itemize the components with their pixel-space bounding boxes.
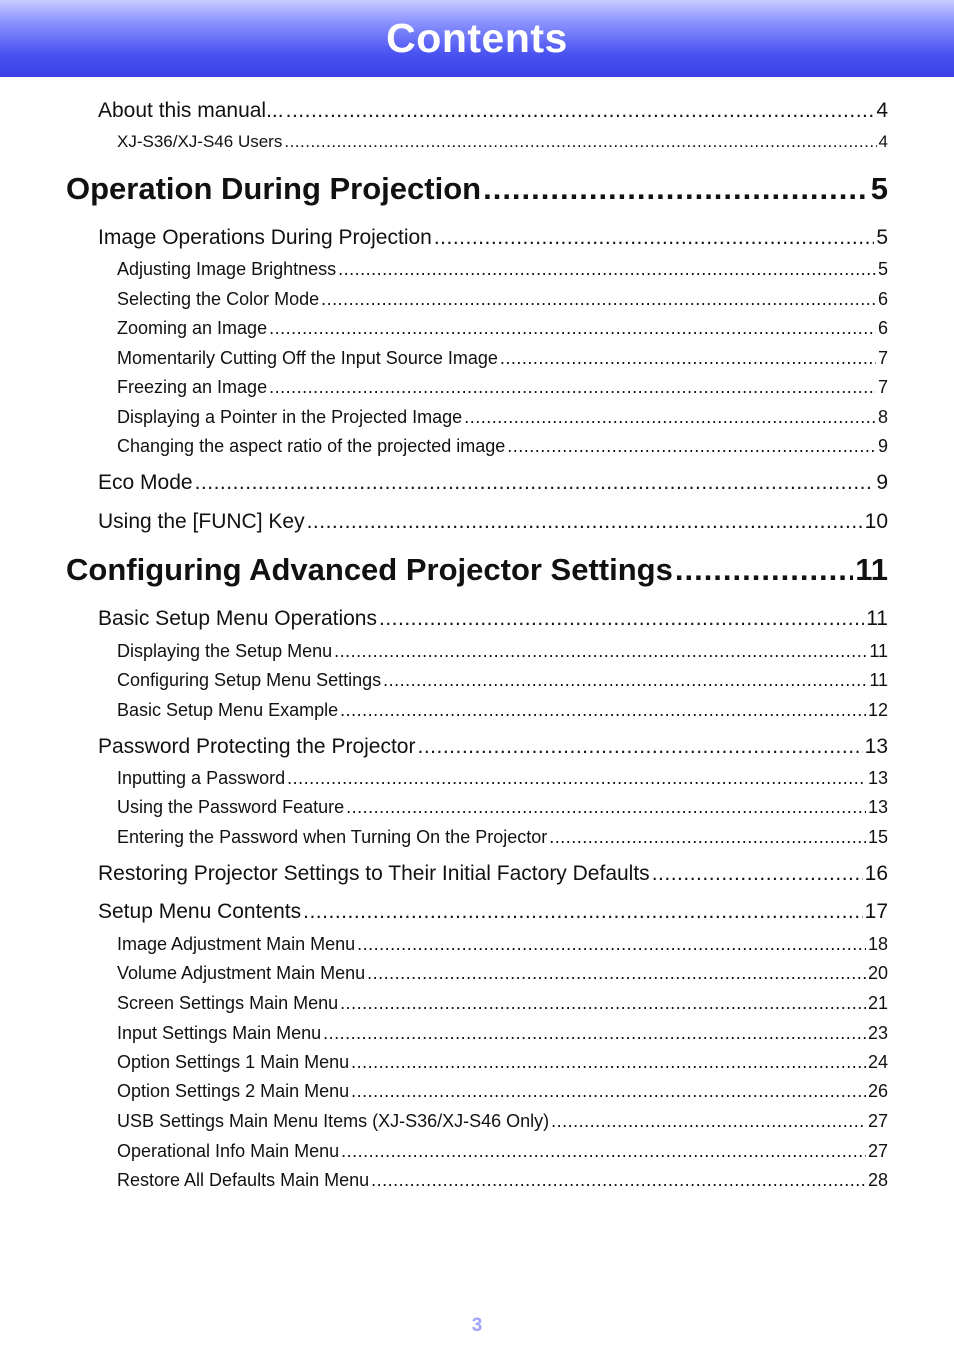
toc-page-number: 11 bbox=[869, 670, 888, 690]
dot-leader bbox=[303, 900, 863, 924]
toc-entry[interactable] bbox=[117, 377, 888, 401]
toc-entry-title: Displaying the Setup Menu bbox=[117, 641, 333, 661]
dot-leader bbox=[367, 963, 866, 984]
toc-page-number: 8 bbox=[877, 407, 888, 427]
toc-page-number: 18 bbox=[867, 934, 888, 954]
dot-leader bbox=[371, 1170, 866, 1191]
toc-entry[interactable] bbox=[117, 827, 888, 851]
toc-entry[interactable] bbox=[117, 1052, 888, 1076]
toc-page-number: 13 bbox=[864, 735, 888, 758]
toc-entry-title: Basic Setup Menu Example bbox=[117, 700, 339, 720]
toc-page-number: 26 bbox=[867, 1081, 888, 1101]
toc-entry[interactable] bbox=[117, 407, 888, 431]
toc-entry[interactable] bbox=[117, 963, 888, 987]
dot-leader bbox=[549, 827, 866, 848]
dot-leader bbox=[434, 226, 874, 250]
toc-entry-title: Changing the aspect ratio of the projected image bbox=[117, 436, 506, 456]
toc-entry-title: Selecting the Color Mode bbox=[117, 289, 320, 309]
toc-entry[interactable] bbox=[117, 797, 888, 821]
toc-entry-title: Freezing an Image bbox=[117, 377, 268, 397]
toc-entry[interactable] bbox=[117, 1111, 888, 1135]
toc-entry-title: Using the [FUNC] Key bbox=[98, 510, 305, 533]
toc-entry[interactable] bbox=[117, 1081, 888, 1105]
toc-page-number: 11 bbox=[855, 552, 888, 587]
toc-chapter-title: Operation During Projection bbox=[66, 171, 482, 206]
toc-entry-title: Displaying a Pointer in the Projected Image bbox=[117, 407, 463, 427]
dot-leader bbox=[379, 607, 864, 631]
dot-leader bbox=[551, 1111, 866, 1132]
toc-page-number: 5 bbox=[870, 171, 888, 206]
toc-page-number: 24 bbox=[867, 1052, 888, 1072]
toc-entry[interactable] bbox=[117, 436, 888, 460]
toc-entry[interactable] bbox=[117, 641, 888, 665]
toc-entry-title: Momentarily Cutting Off the Input Source Image bbox=[117, 348, 498, 368]
toc-entry-title: Zooming an Image bbox=[117, 318, 268, 338]
toc-chapter[interactable] bbox=[66, 552, 888, 592]
dot-leader bbox=[652, 862, 863, 886]
toc-entry-title: Image Operations During Projection bbox=[98, 226, 432, 249]
dot-leader bbox=[417, 735, 862, 759]
footer-page-number: 3 bbox=[471, 1315, 483, 1336]
toc-entry-title: Operational Info Main Menu bbox=[117, 1141, 340, 1161]
toc-entry[interactable] bbox=[117, 934, 888, 958]
dot-leader bbox=[340, 700, 866, 721]
toc-page-number: 5 bbox=[877, 259, 888, 279]
toc-page-number: 23 bbox=[867, 1023, 888, 1043]
dot-leader bbox=[287, 768, 866, 789]
toc-page-number: 20 bbox=[867, 963, 888, 983]
dot-leader bbox=[334, 641, 867, 662]
toc-entry-title: Volume Adjustment Main Menu bbox=[117, 963, 366, 983]
toc-entry[interactable] bbox=[117, 1141, 888, 1165]
toc-entry[interactable] bbox=[117, 700, 888, 724]
toc-page-number: 6 bbox=[877, 318, 888, 338]
dot-leader bbox=[323, 1023, 866, 1044]
dot-leader bbox=[338, 259, 876, 280]
dot-leader bbox=[286, 99, 875, 123]
dot-leader bbox=[269, 318, 876, 339]
toc-entry-title: Input Settings Main Menu bbox=[117, 1023, 322, 1043]
dot-leader bbox=[346, 797, 866, 818]
toc-entry-title: Password Protecting the Projector bbox=[98, 735, 416, 758]
dot-leader bbox=[483, 171, 869, 207]
toc-entry[interactable] bbox=[98, 510, 888, 538]
dot-leader bbox=[340, 993, 866, 1014]
toc-entry-title: Image Adjustment Main Menu bbox=[117, 934, 356, 954]
toc-page-number: 13 bbox=[867, 797, 888, 817]
toc-entry[interactable] bbox=[117, 993, 888, 1017]
dot-leader bbox=[464, 407, 876, 428]
dot-leader bbox=[307, 510, 863, 534]
toc-chapter-title: Configuring Advanced Projector Settings bbox=[66, 552, 673, 587]
toc-entry-title: Eco Mode bbox=[98, 471, 193, 494]
toc-entry-title: XJ-S36/XJ-S46 Users bbox=[117, 132, 283, 151]
toc-page-number: 16 bbox=[864, 862, 888, 885]
toc-page-number: 12 bbox=[867, 700, 888, 720]
toc-entry-title: Restore All Defaults Main Menu bbox=[117, 1170, 370, 1190]
toc-page-number: 5 bbox=[876, 226, 888, 249]
dot-leader bbox=[675, 552, 853, 588]
dot-leader bbox=[341, 1141, 866, 1162]
toc-page-number: 27 bbox=[867, 1141, 888, 1161]
toc-page-number: 9 bbox=[877, 436, 888, 456]
toc-entry[interactable] bbox=[117, 348, 888, 372]
dot-leader bbox=[284, 132, 876, 152]
toc-entry-title: Screen Settings Main Menu bbox=[117, 993, 339, 1013]
dot-leader bbox=[357, 934, 866, 955]
toc-page-number: 4 bbox=[876, 99, 888, 122]
dot-leader bbox=[383, 670, 867, 691]
toc-entry[interactable] bbox=[98, 862, 888, 890]
toc-entry[interactable] bbox=[98, 226, 888, 254]
page-title: Contents bbox=[386, 15, 568, 61]
dot-leader bbox=[269, 377, 876, 398]
toc-page-number: 6 bbox=[877, 289, 888, 309]
dot-leader bbox=[321, 289, 876, 310]
toc-entry[interactable] bbox=[117, 1170, 888, 1194]
toc-entry-title: Option Settings 2 Main Menu bbox=[117, 1081, 350, 1101]
toc-entry[interactable] bbox=[117, 132, 888, 156]
toc-page-number: 10 bbox=[864, 510, 888, 533]
toc-page-number: 17 bbox=[864, 900, 888, 923]
toc-entry[interactable] bbox=[117, 289, 888, 313]
toc-entry[interactable] bbox=[98, 99, 888, 127]
contents-banner bbox=[0, 0, 954, 77]
toc-entry-title: Option Settings 1 Main Menu bbox=[117, 1052, 350, 1072]
toc-page-number: 15 bbox=[867, 827, 888, 847]
toc-entry[interactable] bbox=[98, 471, 888, 499]
toc-entry-title: Setup Menu Contents bbox=[98, 900, 302, 923]
toc-page-number: 11 bbox=[869, 641, 888, 661]
dot-leader bbox=[195, 471, 875, 495]
toc-entry[interactable] bbox=[117, 259, 888, 283]
dot-leader bbox=[351, 1052, 866, 1073]
toc-entry-title: Restoring Projector Settings to Their Initial Factory Defaults bbox=[98, 862, 650, 885]
toc-entry[interactable] bbox=[98, 735, 888, 763]
toc-entry-title: Entering the Password when Turning On the Projector bbox=[117, 827, 548, 847]
toc-page-number: 7 bbox=[877, 377, 888, 397]
toc-entry[interactable] bbox=[98, 607, 888, 635]
toc-entry-title: Configuring Setup Menu Settings bbox=[117, 670, 382, 690]
dot-leader bbox=[507, 436, 876, 457]
toc-page-number: 9 bbox=[876, 471, 888, 494]
toc-entry-title: Basic Setup Menu Operations bbox=[98, 607, 377, 630]
toc-page-number: 11 bbox=[866, 607, 888, 630]
toc-entry-title: About this manual... bbox=[98, 99, 284, 122]
toc-entry[interactable] bbox=[117, 318, 888, 342]
toc-page-number: 13 bbox=[867, 768, 888, 788]
toc-entry[interactable] bbox=[98, 900, 888, 928]
toc-page-number: 21 bbox=[867, 993, 888, 1013]
toc-entry-title: Using the Password Feature bbox=[117, 797, 345, 817]
dot-leader bbox=[351, 1081, 866, 1102]
toc-entry[interactable] bbox=[117, 768, 888, 792]
toc-entry-title: USB Settings Main Menu Items (XJ-S36/XJ-S46 Only) bbox=[117, 1111, 550, 1131]
toc-page-number: 4 bbox=[878, 132, 888, 151]
toc-entry[interactable] bbox=[117, 670, 888, 694]
toc-entry-title: Adjusting Image Brightness bbox=[117, 259, 337, 279]
toc-page-number: 27 bbox=[867, 1111, 888, 1131]
toc-page-number: 28 bbox=[867, 1170, 888, 1190]
toc-chapter[interactable] bbox=[66, 171, 888, 211]
toc-entry-title: Inputting a Password bbox=[117, 768, 286, 788]
dot-leader bbox=[500, 348, 876, 369]
toc-entry[interactable] bbox=[117, 1023, 888, 1047]
toc-page-number: 7 bbox=[877, 348, 888, 368]
